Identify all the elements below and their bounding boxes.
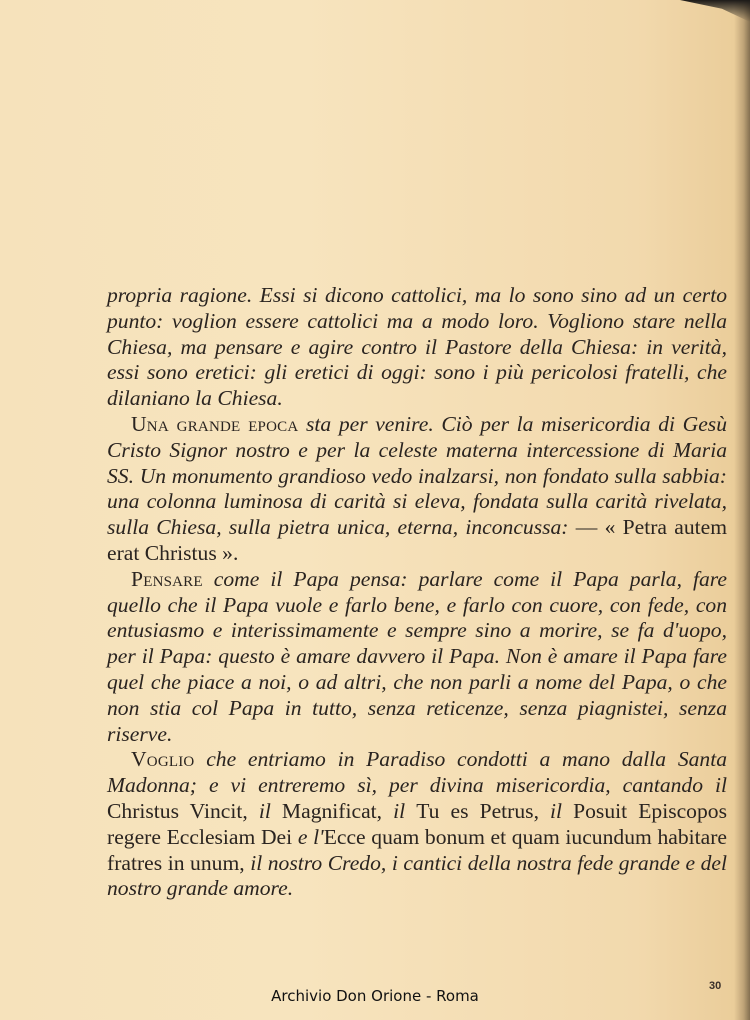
paragraph-4-e: e xyxy=(297,824,308,849)
paragraph-4 xyxy=(107,747,727,902)
paragraph-4-il-2: il xyxy=(258,798,271,823)
paragraph-1 xyxy=(107,283,727,412)
paragraph-4-article: l' xyxy=(313,824,324,849)
paragraph-4-text: che entriamo in Paradiso condotti a mano dalla Santa Madonna; e vi entreremo sì, per divina misericordia, cantando xyxy=(107,747,728,798)
paragraph-4-lead: Voglio xyxy=(131,747,195,772)
page-spine-shadow xyxy=(734,0,750,1020)
paragraph-4-il-1: il xyxy=(715,773,727,798)
paragraph-2 xyxy=(107,412,727,567)
paragraph-4-il-3: il xyxy=(393,798,406,823)
paragraph-1-text: propria ragione. Essi si dicono cattolici, ma lo sono sino ad un certo punto: voglion essere cattolici ma a modo loro. Vogliono stare nella Chiesa, ma pensare e agire contro il Pastore della Chiesa: in verità, essi sono eretici: gli eretici di oggi: sono i più pericolosi fratelli, che dilaniano la Chiesa. xyxy=(107,283,727,411)
paragraph-3-text: come il Papa pensa: parlare come il Papa parla, fare quello che il Papa vuole e farlo bene, e farlo con cuore, con fede, con entusiasmo e interissimamente e sempre sino a morire, se fa d'uopo, per il Papa: questo è amare davvero il Papa. Non è amare il Papa fare quel che piace a noi, o ad altri, che non parli a nome del Papa, o che non stia col Papa in tutto, senza reticenze, senza piagnistei, senza riserve. xyxy=(107,566,727,746)
latin-title-ecce-quam-bonum: Ecce quam bonum et quam iucundum habitare fratres in unum, xyxy=(107,824,727,875)
latin-title-tu-es-petrus: Tu es Petrus, xyxy=(416,798,539,823)
paragraph-3-lead: Pensare xyxy=(131,566,203,591)
body-text xyxy=(107,283,727,902)
page-number: 30 xyxy=(709,980,722,992)
paragraph-2-lead: Una grande epoca xyxy=(131,411,299,436)
paragraph-3 xyxy=(107,567,727,748)
paragraph-2-quote: — « Petra autem erat Christus ». xyxy=(107,515,727,565)
latin-title-posuit-episcopos: Posuit Episcopos regere Ecclesiam Dei xyxy=(107,798,727,849)
latin-title-christus-vincit: Christus Vincit, xyxy=(107,798,248,823)
paragraph-4-closing: il nostro Credo, i cantici della nostra fede grande e del nostro grande amore. xyxy=(107,850,727,901)
paragraph-2-text: sta per venire. Ciò per la misericordia di Gesù Cristo Signor nostro e per la celeste materna intercessione di Maria SS. Un monumento grandioso vedo inalzarsi, non fondato sulla sabbia: una colonna luminosa di carità si eleva, fondata sulla carità rivelata, sulla Chiesa, sulla pietra unica, eterna, inconcussa: xyxy=(107,411,727,540)
latin-title-magnificat: Magnificat, xyxy=(281,798,383,823)
paragraph-4-il-4: il xyxy=(550,798,563,823)
archive-watermark: Archivio Don Orione - Roma xyxy=(271,987,479,1005)
